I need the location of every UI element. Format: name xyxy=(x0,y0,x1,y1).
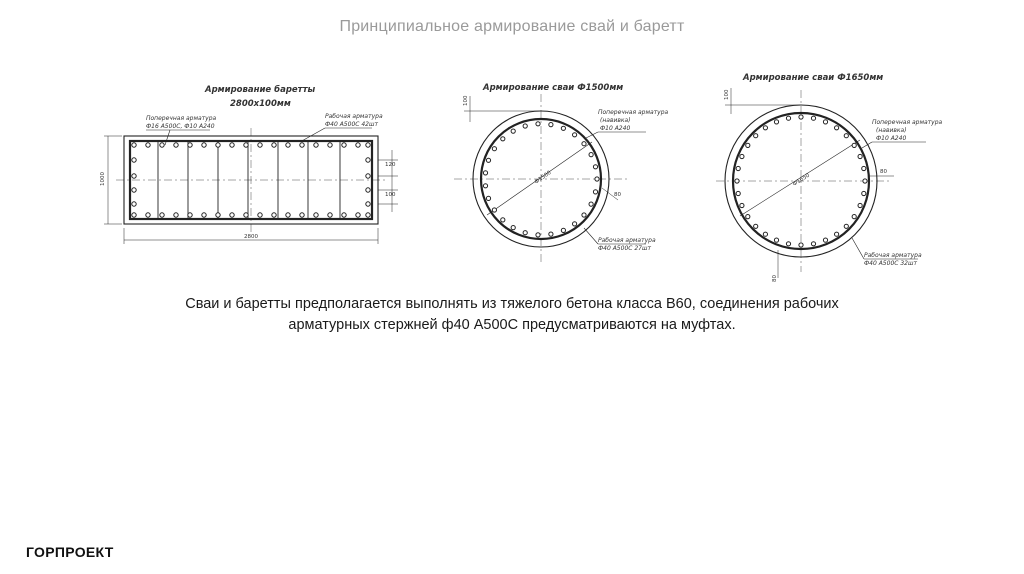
pile-1500-dim-side: 80 xyxy=(614,192,621,198)
slide-caption: Сваи и баретты предполагается выполнять из тяжелого бетона класса В60, соединения рабочих арматурных стержней ф40 А500С предусматриваются на муфтах. xyxy=(185,296,839,333)
pile-1650-working-label-1: Рабочая арматура xyxy=(864,252,922,259)
barrette-transverse-label-2: Ф16 А500С, Ф10 А240 xyxy=(146,123,215,130)
pile-1500-drawing xyxy=(454,83,669,264)
pile-1650-transverse-label-3: Ф10 А240 xyxy=(876,135,907,142)
pile-1500-dim-top: 100 xyxy=(463,95,469,106)
pile-1650-transverse-label-1: Поперечная арматура xyxy=(872,119,943,126)
barrette-transverse-label-1: Поперечная арматура xyxy=(146,115,217,122)
pile-1500-working-label-1: Рабочая арматура xyxy=(598,237,656,244)
pile-1650-dim-side: 80 xyxy=(880,169,887,175)
pile-1500-transverse-label-2: (навивка) xyxy=(600,117,631,124)
pile-1650-dim-top: 100 xyxy=(724,89,730,100)
barrette-heading: Армирование баретты xyxy=(205,85,316,95)
barrette-dim-width: 2800 xyxy=(244,234,258,240)
pile-1650-dim-diameter: Ф1650 xyxy=(791,172,811,188)
pile-1500-transverse-label-3: Ф10 А240 xyxy=(600,125,631,132)
pile-1500-working-label-2: Ф40 А500С 27шт xyxy=(598,245,651,252)
pile-1650-dim-bottom: 80 xyxy=(772,275,778,282)
barrette-working-label-1: Рабочая арматура xyxy=(325,113,383,120)
pile-1650-drawing xyxy=(716,73,943,282)
barrette-size: 2800х100мм xyxy=(230,99,291,109)
barrette-dim-120: 120 xyxy=(385,162,396,168)
pile-1650-transverse-label-2: (навивка) xyxy=(876,127,907,134)
pile-1500-heading: Армирование сваи Ф1500мм xyxy=(483,83,624,93)
barrette-dim-height: 1000 xyxy=(100,172,106,186)
pile-1500-dim-diameter: Ф1500 xyxy=(533,169,553,186)
barrette-dim-100: 100 xyxy=(385,192,396,198)
pile-1650-working-label-2: Ф40 А500С 32шт xyxy=(864,260,917,267)
pile-1650-heading: Армирование сваи Ф1650мм xyxy=(743,73,884,83)
brand-logo-text: ГОРПРОЕКТ xyxy=(26,544,114,560)
barrette-working-label-2: Ф40 А500С 42шт xyxy=(325,121,378,128)
pile-1500-transverse-label-1: Поперечная арматура xyxy=(598,109,669,116)
barrette-drawing xyxy=(100,84,398,244)
slide-title: Принципиальное армирование свай и баретт xyxy=(339,18,685,35)
